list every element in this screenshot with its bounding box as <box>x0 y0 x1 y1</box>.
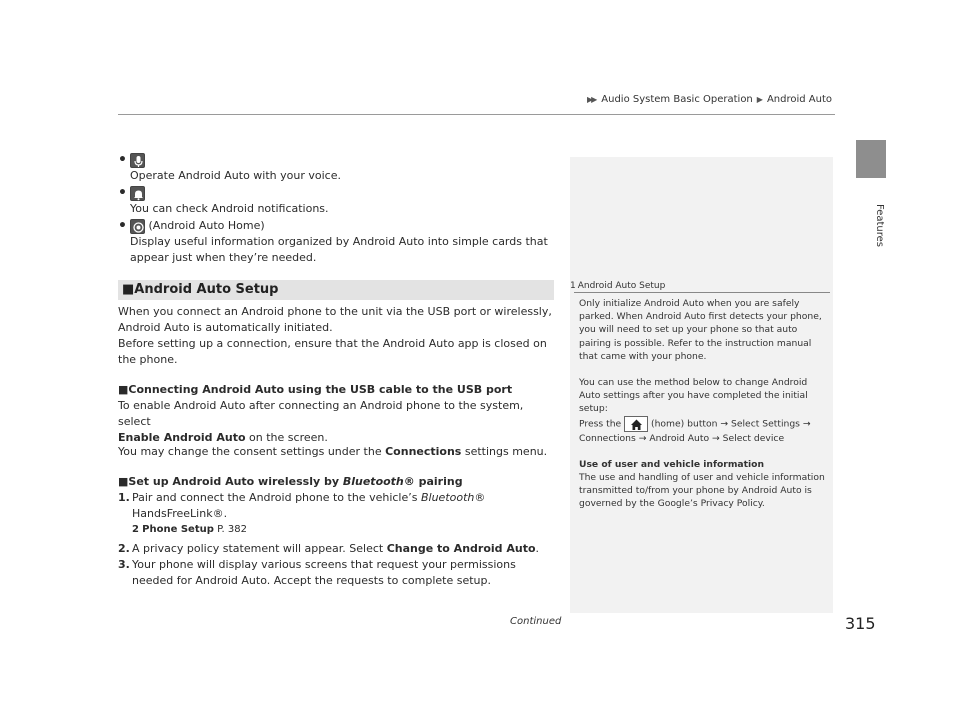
step-3-number: 3. <box>118 558 130 571</box>
android-home-icon <box>130 219 145 234</box>
usb-text-2: on the screen. <box>245 431 328 444</box>
section-marker: ■ <box>122 282 135 297</box>
bullet-dot: • <box>118 152 127 168</box>
bullet-dot: • <box>118 218 127 234</box>
xref-label: Phone Setup <box>142 524 214 535</box>
step-3-text: Your phone will display various screens that request your permissions needed for Android Auto. Accept the requests to complete setup. <box>132 558 516 587</box>
breadcrumb-arrow-icon: ▶ <box>756 95 763 104</box>
usb-text-1: To enable Android Auto after connecting an Android phone to the system, select <box>118 399 524 428</box>
arrow-icon: → <box>638 432 647 444</box>
sidebar-text <box>579 297 829 524</box>
bullet-voice <box>118 152 558 184</box>
usb-paragraph <box>118 398 558 446</box>
sidebar-path-4: Select device <box>719 432 785 444</box>
sidebar-path-1: Select Settings <box>728 418 803 430</box>
continued-label: Continued <box>510 616 562 627</box>
sidebar-rule <box>574 292 830 293</box>
bluetooth-setup <box>118 474 558 589</box>
bluetooth-heading-italic: Bluetooth <box>342 475 404 488</box>
breadcrumb <box>587 94 832 105</box>
bullet-home-text: Display useful information organized by Android Auto into simple cards that appear just when they’re needed. <box>130 235 548 264</box>
step-2 <box>118 541 558 557</box>
step-2-text-a: A privacy policy statement will appear. Select <box>132 542 387 555</box>
sidebar-press-1: Press the <box>579 418 625 430</box>
breadcrumb-section: Audio System Basic Operation <box>601 94 753 105</box>
xref-icon: 2 <box>132 524 139 535</box>
phone-setup-xref[interactable] <box>132 522 558 538</box>
bell-icon <box>130 186 145 201</box>
bullet-notifications <box>118 185 558 217</box>
step-2-number: 2. <box>118 542 130 555</box>
sidebar-path-2: Connections <box>579 432 639 444</box>
xref-page: P. 382 <box>213 524 248 535</box>
sidebar-path-3: Android Auto <box>646 432 713 444</box>
step-2-text-b: . <box>535 542 540 555</box>
arrow-icon: → <box>720 418 729 430</box>
sidebar-heading <box>570 281 665 291</box>
sidebar-para-2-text: You can use the method below to change Android Auto settings after you have completed the initial setup: <box>579 377 808 415</box>
sidebar-para-3-text: The use and handling of user and vehicle information transmitted to/from your phone by Android Auto is governed by the Google’s Privacy Policy. <box>579 472 825 510</box>
sidebar-use-heading: Use of user and vehicle information <box>579 458 764 470</box>
section-heading-bar <box>118 280 554 300</box>
step-3 <box>118 557 558 589</box>
page-number: 315 <box>845 614 876 633</box>
home-icon <box>624 416 648 432</box>
sidebar-heading-text: Android Auto Setup <box>577 281 666 291</box>
intro-paragraph-1: When you connect an Android phone to the unit via the USB port or wirelessly, Android Auto is automatically initiated. <box>118 305 552 334</box>
consent-text-1: You may change the consent settings under the <box>118 445 386 458</box>
step-1-number: 1. <box>118 491 130 504</box>
microphone-icon <box>130 153 145 168</box>
bullet-notifications-text: You can check Android notifications. <box>130 202 329 215</box>
sidebar-press-2: (home) button <box>648 418 721 430</box>
header-rule <box>118 114 835 115</box>
usb-text-bold: Enable Android Auto <box>118 431 246 444</box>
usb-heading: ■Connecting Android Auto using the USB cable to the USB port <box>118 383 513 396</box>
step-2-text <box>132 541 558 557</box>
sidebar-para-1: Only initialize Android Auto when you are safely parked. When Android Auto first detects your phone, you will need to set up your phone so that auto pairing is possible. Refer to the instruction manual that came with your phone. <box>579 298 822 362</box>
step-1-text <box>132 490 558 522</box>
bluetooth-heading-2: ® pairing <box>403 475 463 488</box>
step-1-text-b: ® HandsFreeLink®. <box>132 491 486 520</box>
step-1 <box>118 490 558 522</box>
sidebar-para-2 <box>579 376 829 445</box>
intro-paragraph-2: Before setting up a connection, ensure that the Android Auto app is closed on the phone. <box>118 337 547 366</box>
sidebar-para-3 <box>579 458 829 511</box>
bluetooth-heading-1: ■Set up Android Auto wirelessly by <box>118 475 343 488</box>
bullet-voice-text: Operate Android Auto with your voice. <box>130 169 341 182</box>
chapter-label: Features <box>874 203 885 247</box>
bullet-home-label: (Android Auto Home) <box>148 219 265 232</box>
bluetooth-heading <box>118 474 558 490</box>
arrow-icon: → <box>802 418 811 430</box>
section-title <box>122 281 279 299</box>
breadcrumb-page: Android Auto <box>766 94 832 105</box>
usb-setup <box>118 382 558 446</box>
breadcrumb-arrows-icon: ▶▶ <box>586 95 596 104</box>
sidebar-marker: 1 <box>570 281 576 291</box>
consent-text-bold: Connections <box>385 445 462 458</box>
chapter-tab <box>856 140 886 178</box>
arrow-icon: → <box>712 432 720 444</box>
consent-paragraph <box>118 444 558 460</box>
consent-text-2: settings menu. <box>461 445 548 458</box>
setup-intro <box>118 304 558 368</box>
step-1-italic: Bluetooth <box>420 491 475 504</box>
bullet-dot: • <box>118 185 127 201</box>
step-1-text-a: Pair and connect the Android phone to the vehicle’s <box>132 491 421 504</box>
bullet-home <box>118 218 558 266</box>
feature-bullets <box>118 152 558 267</box>
section-title-text: Android Auto Setup <box>134 282 279 297</box>
step-2-bold: Change to Android Auto <box>386 542 536 555</box>
